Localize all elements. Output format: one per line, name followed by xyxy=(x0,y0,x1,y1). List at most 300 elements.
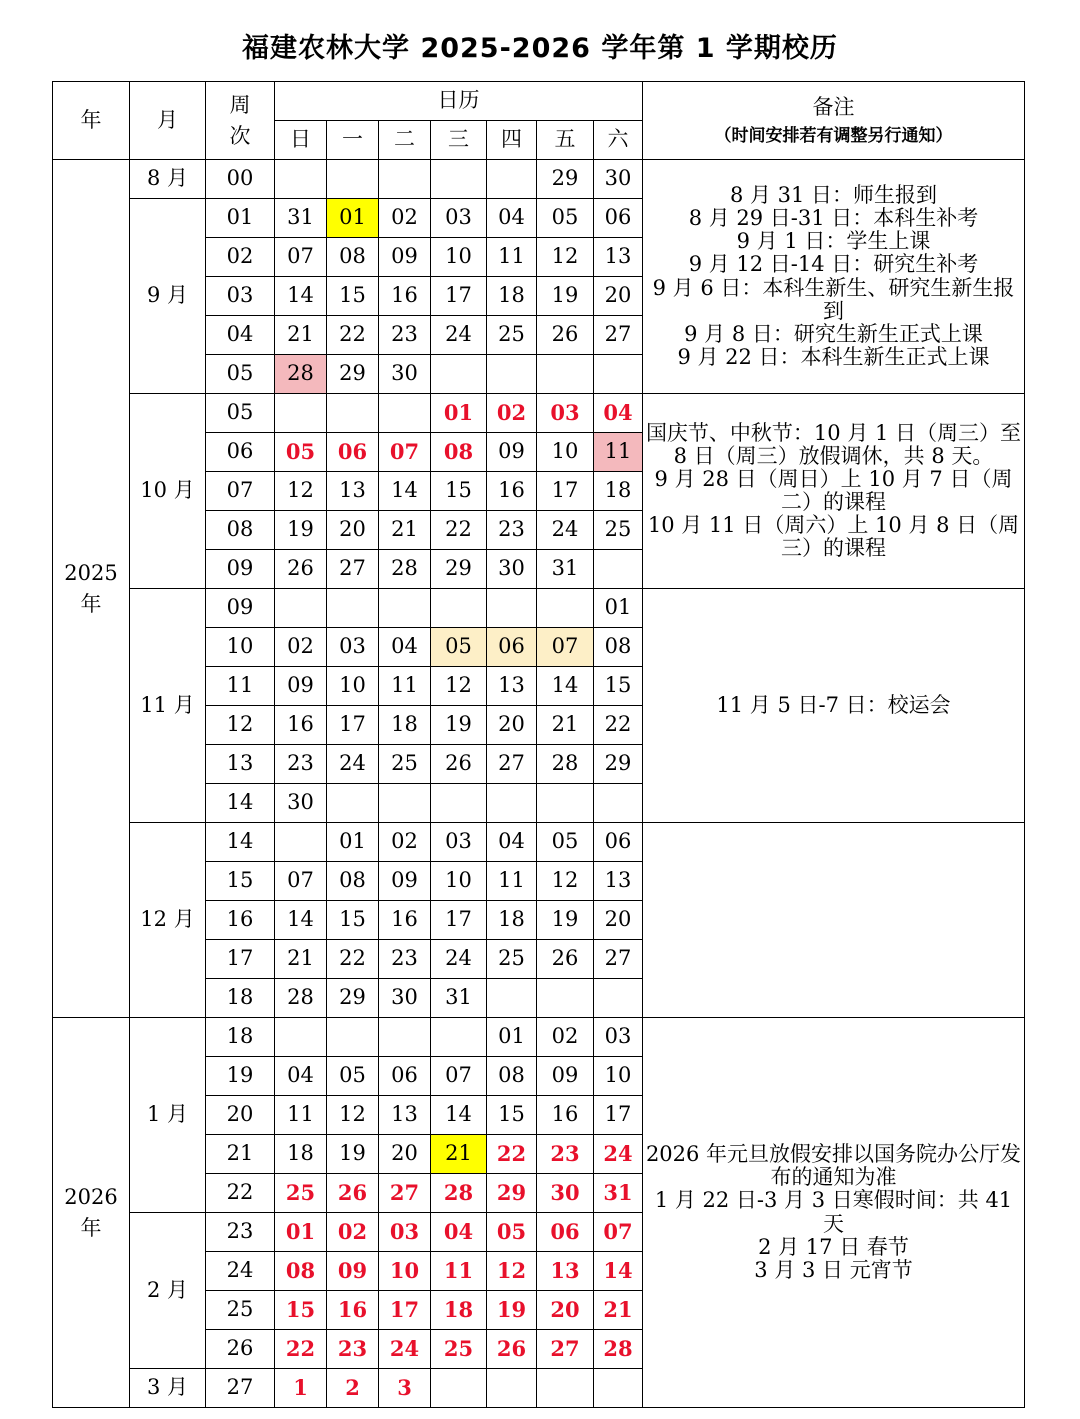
week-number: 05 xyxy=(206,394,275,433)
day-cell-wed: 14 xyxy=(431,1096,487,1135)
day-cell-fri: 12 xyxy=(537,862,594,901)
day-cell-sun: 22 xyxy=(275,1330,327,1369)
year-2026 xyxy=(53,1018,130,1408)
day-cell-thu: 29 xyxy=(487,1174,537,1213)
note-line: 9 月 1 日：学生上课 xyxy=(736,229,931,254)
day-cell-sat: 22 xyxy=(594,706,643,745)
header-remarks xyxy=(643,82,1025,160)
week-number: 06 xyxy=(206,433,275,472)
day-cell-tue: 27 xyxy=(379,1174,431,1213)
day-cell-sat: 08 xyxy=(594,628,643,667)
day-cell-mon xyxy=(327,784,379,823)
note-line: 国庆节、中秋节：10 月 1 日（周三）至 8 日（周三）放假调休，共 8 天。 xyxy=(645,420,1022,468)
day-cell-fri xyxy=(537,784,594,823)
week-number: 19 xyxy=(206,1057,275,1096)
week-number: 11 xyxy=(206,667,275,706)
day-cell-fri: 12 xyxy=(537,238,594,277)
day-cell-thu xyxy=(487,979,537,1018)
day-cell-mon: 15 xyxy=(327,277,379,316)
day-cell-sat: 07 xyxy=(594,1213,643,1252)
day-cell-mon: 15 xyxy=(327,901,379,940)
day-cell-fri: 19 xyxy=(537,901,594,940)
day-cell-wed: 01 xyxy=(431,394,487,433)
day-cell-mon: 29 xyxy=(327,979,379,1018)
day-cell-sun xyxy=(275,160,327,199)
day-cell-mon xyxy=(327,1018,379,1057)
note-line: 9 月 6 日：本科生新生、研究生新生报到 xyxy=(652,275,1015,323)
day-cell-thu: 11 xyxy=(487,862,537,901)
day-cell-thu: 25 xyxy=(487,940,537,979)
day-cell-fri: 10 xyxy=(537,433,594,472)
week-number: 04 xyxy=(206,316,275,355)
day-cell-fri: 03 xyxy=(537,394,594,433)
day-cell-wed: 19 xyxy=(431,706,487,745)
day-cell-thu xyxy=(487,1369,537,1408)
day-cell-mon: 19 xyxy=(327,1135,379,1174)
day-cell-thu: 02 xyxy=(487,394,537,433)
day-cell-sun: 11 xyxy=(275,1096,327,1135)
day-cell-sat: 06 xyxy=(594,823,643,862)
day-cell-mon: 29 xyxy=(327,355,379,394)
weekday-wed: 三 xyxy=(431,121,487,160)
day-cell-sun: 30 xyxy=(275,784,327,823)
day-cell-mon: 24 xyxy=(327,745,379,784)
header-remarks-subtitle: （时间安排若有调整另行通知） xyxy=(714,125,953,146)
day-cell-mon xyxy=(327,160,379,199)
day-cell-sat: 13 xyxy=(594,862,643,901)
month-sep: 9 月 xyxy=(130,199,206,394)
day-cell-wed: 07 xyxy=(431,1057,487,1096)
day-cell-thu: 20 xyxy=(487,706,537,745)
day-cell-thu: 26 xyxy=(487,1330,537,1369)
day-cell-sat: 13 xyxy=(594,238,643,277)
week-number: 18 xyxy=(206,979,275,1018)
week-number: 02 xyxy=(206,238,275,277)
day-cell-wed: 15 xyxy=(431,472,487,511)
day-cell-sun: 07 xyxy=(275,238,327,277)
day-cell-thu: 16 xyxy=(487,472,537,511)
day-cell-fri: 26 xyxy=(537,316,594,355)
day-cell-tue: 17 xyxy=(379,1291,431,1330)
day-cell-tue xyxy=(379,589,431,628)
day-cell-tue: 23 xyxy=(379,940,431,979)
notes-dec xyxy=(643,823,1025,1018)
day-cell-thu: 15 xyxy=(487,1096,537,1135)
header-month: 月 xyxy=(130,82,206,160)
month-mar: 3 月 xyxy=(130,1369,206,1408)
day-cell-sat: 25 xyxy=(594,511,643,550)
day-cell-sun: 14 xyxy=(275,901,327,940)
week-number: 03 xyxy=(206,277,275,316)
day-cell-fri: 13 xyxy=(537,1252,594,1291)
week-number: 14 xyxy=(206,823,275,862)
note-line: 2026 年元旦放假安排以国务院办公厅发布的通知为准 xyxy=(645,1142,1022,1190)
day-cell-wed: 18 xyxy=(431,1291,487,1330)
day-cell-wed: 10 xyxy=(431,238,487,277)
day-cell-fri xyxy=(537,979,594,1018)
day-cell-wed: 10 xyxy=(431,862,487,901)
week-number: 10 xyxy=(206,628,275,667)
day-cell-tue: 30 xyxy=(379,979,431,1018)
day-cell-tue: 24 xyxy=(379,1330,431,1369)
month-dec: 12 月 xyxy=(130,823,206,1018)
month-jan: 1 月 xyxy=(130,1018,206,1213)
day-cell-mon: 01 xyxy=(327,823,379,862)
month-feb: 2 月 xyxy=(130,1213,206,1369)
day-cell-wed: 03 xyxy=(431,199,487,238)
week-number: 09 xyxy=(206,589,275,628)
day-cell-tue: 07 xyxy=(379,433,431,472)
day-cell-sat: 06 xyxy=(594,199,643,238)
day-cell-sun xyxy=(275,394,327,433)
note-line: 9 月 12 日-14 日：研究生补考 xyxy=(688,252,979,277)
header-remarks-title: 备注 xyxy=(812,95,855,119)
day-cell-wed xyxy=(431,355,487,394)
day-cell-wed: 22 xyxy=(431,511,487,550)
day-cell-mon: 03 xyxy=(327,628,379,667)
day-cell-tue: 03 xyxy=(379,1213,431,1252)
day-cell-tue: 18 xyxy=(379,706,431,745)
day-cell-fri: 05 xyxy=(537,199,594,238)
day-cell-fri xyxy=(537,355,594,394)
day-cell-wed xyxy=(431,589,487,628)
day-cell-fri: 21 xyxy=(537,706,594,745)
day-cell-mon: 26 xyxy=(327,1174,379,1213)
day-cell-tue: 3 xyxy=(379,1369,431,1408)
day-cell-mon: 20 xyxy=(327,511,379,550)
note-line: 9 月 8 日：研究生新生正式上课 xyxy=(684,321,983,346)
day-cell-wed: 21 xyxy=(431,1135,487,1174)
day-cell-sat: 01 xyxy=(594,589,643,628)
month-nov: 11 月 xyxy=(130,589,206,823)
day-cell-sun: 28 xyxy=(275,355,327,394)
school-calendar-table xyxy=(52,81,1025,1408)
day-cell-sun: 28 xyxy=(275,979,327,1018)
day-cell-wed: 25 xyxy=(431,1330,487,1369)
day-cell-tue xyxy=(379,784,431,823)
calendar-week-row xyxy=(53,1018,1025,1057)
day-cell-sun: 16 xyxy=(275,706,327,745)
day-cell-thu xyxy=(487,355,537,394)
day-cell-wed: 05 xyxy=(431,628,487,667)
day-cell-sat: 28 xyxy=(594,1330,643,1369)
day-cell-tue: 06 xyxy=(379,1057,431,1096)
week-number: 17 xyxy=(206,940,275,979)
week-number: 14 xyxy=(206,784,275,823)
day-cell-fri: 26 xyxy=(537,940,594,979)
day-cell-tue: 10 xyxy=(379,1252,431,1291)
day-cell-sat xyxy=(594,1369,643,1408)
day-cell-wed: 28 xyxy=(431,1174,487,1213)
day-cell-thu: 06 xyxy=(487,628,537,667)
week-number: 24 xyxy=(206,1252,275,1291)
day-cell-fri: 19 xyxy=(537,277,594,316)
day-cell-wed: 03 xyxy=(431,823,487,862)
day-cell-sun: 1 xyxy=(275,1369,327,1408)
note-line: 9 月 22 日：本科生新生正式上课 xyxy=(677,344,990,369)
day-cell-sun: 07 xyxy=(275,862,327,901)
day-cell-wed xyxy=(431,160,487,199)
year-2025-label: 2025 年 xyxy=(64,561,118,616)
day-cell-sat: 27 xyxy=(594,940,643,979)
week-number: 22 xyxy=(206,1174,275,1213)
day-cell-mon: 02 xyxy=(327,1213,379,1252)
day-cell-sat: 17 xyxy=(594,1096,643,1135)
day-cell-sat: 20 xyxy=(594,901,643,940)
day-cell-thu xyxy=(487,160,537,199)
weekday-tue: 二 xyxy=(379,121,431,160)
day-cell-sun: 15 xyxy=(275,1291,327,1330)
day-cell-sat: 27 xyxy=(594,316,643,355)
day-cell-mon: 06 xyxy=(327,433,379,472)
day-cell-sat xyxy=(594,979,643,1018)
day-cell-sun: 23 xyxy=(275,745,327,784)
calendar-week-row xyxy=(53,589,1025,628)
day-cell-thu xyxy=(487,784,537,823)
day-cell-tue: 23 xyxy=(379,316,431,355)
day-cell-sat: 24 xyxy=(594,1135,643,1174)
day-cell-tue: 11 xyxy=(379,667,431,706)
note-line: 8 月 31 日：师生报到 xyxy=(729,183,938,208)
notes-sep xyxy=(643,160,1025,394)
week-number: 07 xyxy=(206,472,275,511)
day-cell-mon: 22 xyxy=(327,316,379,355)
day-cell-sat: 04 xyxy=(594,394,643,433)
day-cell-wed: 12 xyxy=(431,667,487,706)
day-cell-mon: 12 xyxy=(327,1096,379,1135)
day-cell-mon: 01 xyxy=(327,199,379,238)
day-cell-tue: 13 xyxy=(379,1096,431,1135)
day-cell-fri: 30 xyxy=(537,1174,594,1213)
day-cell-sat: 03 xyxy=(594,1018,643,1057)
week-number: 05 xyxy=(206,355,275,394)
day-cell-thu: 04 xyxy=(487,199,537,238)
day-cell-thu: 18 xyxy=(487,901,537,940)
day-cell-thu: 30 xyxy=(487,550,537,589)
day-cell-fri: 06 xyxy=(537,1213,594,1252)
day-cell-fri: 07 xyxy=(537,628,594,667)
day-cell-wed xyxy=(431,1369,487,1408)
week-number: 25 xyxy=(206,1291,275,1330)
day-cell-sun: 04 xyxy=(275,1057,327,1096)
day-cell-sun: 01 xyxy=(275,1213,327,1252)
day-cell-mon: 05 xyxy=(327,1057,379,1096)
day-cell-fri: 23 xyxy=(537,1135,594,1174)
day-cell-fri: 28 xyxy=(537,745,594,784)
day-cell-fri: 05 xyxy=(537,823,594,862)
weekday-sat: 六 xyxy=(594,121,643,160)
day-cell-fri: 16 xyxy=(537,1096,594,1135)
day-cell-sat: 15 xyxy=(594,667,643,706)
day-cell-sun xyxy=(275,1018,327,1057)
day-cell-tue: 16 xyxy=(379,901,431,940)
day-cell-tue: 14 xyxy=(379,472,431,511)
week-number: 15 xyxy=(206,862,275,901)
year-2026-label: 2026 年 xyxy=(64,1185,118,1240)
day-cell-mon: 08 xyxy=(327,238,379,277)
day-cell-fri: 02 xyxy=(537,1018,594,1057)
note-line: 11 月 5 日-7 日：校运会 xyxy=(716,692,951,717)
notes-nov xyxy=(643,589,1025,823)
weekday-fri: 五 xyxy=(537,121,594,160)
day-cell-tue: 04 xyxy=(379,628,431,667)
year-2025 xyxy=(53,160,130,1018)
day-cell-sat: 18 xyxy=(594,472,643,511)
week-number: 26 xyxy=(206,1330,275,1369)
calendar-week-row xyxy=(53,160,1025,199)
day-cell-thu: 22 xyxy=(487,1135,537,1174)
day-cell-thu: 09 xyxy=(487,433,537,472)
week-number: 13 xyxy=(206,745,275,784)
day-cell-mon: 17 xyxy=(327,706,379,745)
day-cell-tue: 16 xyxy=(379,277,431,316)
day-cell-sun: 12 xyxy=(275,472,327,511)
day-cell-thu: 04 xyxy=(487,823,537,862)
week-number: 18 xyxy=(206,1018,275,1057)
month-oct: 10 月 xyxy=(130,394,206,589)
day-cell-fri xyxy=(537,1369,594,1408)
week-number: 23 xyxy=(206,1213,275,1252)
day-cell-thu: 05 xyxy=(487,1213,537,1252)
day-cell-mon: 13 xyxy=(327,472,379,511)
day-cell-thu: 01 xyxy=(487,1018,537,1057)
week-number: 27 xyxy=(206,1369,275,1408)
day-cell-wed: 08 xyxy=(431,433,487,472)
day-cell-mon: 10 xyxy=(327,667,379,706)
day-cell-fri: 24 xyxy=(537,511,594,550)
day-cell-tue: 25 xyxy=(379,745,431,784)
day-cell-tue xyxy=(379,160,431,199)
calendar-week-row xyxy=(53,823,1025,862)
day-cell-thu: 08 xyxy=(487,1057,537,1096)
day-cell-thu xyxy=(487,589,537,628)
day-cell-sun xyxy=(275,589,327,628)
day-cell-fri xyxy=(537,589,594,628)
header-calendar: 日历 xyxy=(275,82,643,121)
note-line: 8 月 29 日-31 日：本科生补考 xyxy=(688,206,979,231)
header-week xyxy=(206,82,275,160)
day-cell-sun: 26 xyxy=(275,550,327,589)
week-number: 16 xyxy=(206,901,275,940)
day-cell-sun: 05 xyxy=(275,433,327,472)
day-cell-wed: 24 xyxy=(431,940,487,979)
day-cell-mon: 22 xyxy=(327,940,379,979)
day-cell-tue: 02 xyxy=(379,199,431,238)
weekday-mon: 一 xyxy=(327,121,379,160)
day-cell-wed: 04 xyxy=(431,1213,487,1252)
day-cell-tue xyxy=(379,1018,431,1057)
day-cell-fri: 31 xyxy=(537,550,594,589)
day-cell-sat: 21 xyxy=(594,1291,643,1330)
day-cell-sun: 21 xyxy=(275,940,327,979)
day-cell-sun: 25 xyxy=(275,1174,327,1213)
week-number: 01 xyxy=(206,199,275,238)
day-cell-sun: 31 xyxy=(275,199,327,238)
day-cell-tue xyxy=(379,394,431,433)
week-number: 08 xyxy=(206,511,275,550)
day-cell-fri: 17 xyxy=(537,472,594,511)
day-cell-tue: 09 xyxy=(379,862,431,901)
day-cell-wed xyxy=(431,784,487,823)
day-cell-thu: 27 xyxy=(487,745,537,784)
month-aug: 8 月 xyxy=(130,160,206,199)
day-cell-sat: 31 xyxy=(594,1174,643,1213)
day-cell-wed: 24 xyxy=(431,316,487,355)
day-cell-fri: 14 xyxy=(537,667,594,706)
week-number: 20 xyxy=(206,1096,275,1135)
day-cell-mon: 09 xyxy=(327,1252,379,1291)
day-cell-sat: 11 xyxy=(594,433,643,472)
day-cell-mon: 08 xyxy=(327,862,379,901)
day-cell-sun xyxy=(275,823,327,862)
page-title: 福建农林大学 2025-2026 学年第 1 学期校历 xyxy=(242,33,838,64)
calendar-week-row xyxy=(53,394,1025,433)
day-cell-mon: 27 xyxy=(327,550,379,589)
day-cell-sun: 21 xyxy=(275,316,327,355)
week-number: 21 xyxy=(206,1135,275,1174)
day-cell-wed: 29 xyxy=(431,550,487,589)
week-number: 00 xyxy=(206,160,275,199)
day-cell-sat: 20 xyxy=(594,277,643,316)
day-cell-tue: 09 xyxy=(379,238,431,277)
weekday-sun: 日 xyxy=(275,121,327,160)
day-cell-thu: 19 xyxy=(487,1291,537,1330)
day-cell-fri: 29 xyxy=(537,160,594,199)
day-cell-mon: 2 xyxy=(327,1369,379,1408)
day-cell-mon xyxy=(327,589,379,628)
day-cell-sat: 29 xyxy=(594,745,643,784)
day-cell-tue: 02 xyxy=(379,823,431,862)
week-number: 09 xyxy=(206,550,275,589)
day-cell-thu: 23 xyxy=(487,511,537,550)
day-cell-thu: 18 xyxy=(487,277,537,316)
day-cell-tue: 30 xyxy=(379,355,431,394)
day-cell-mon xyxy=(327,394,379,433)
day-cell-sat xyxy=(594,784,643,823)
day-cell-sat: 30 xyxy=(594,160,643,199)
day-cell-wed: 17 xyxy=(431,901,487,940)
day-cell-sun: 02 xyxy=(275,628,327,667)
day-cell-thu: 25 xyxy=(487,316,537,355)
note-line: 10 月 11 日（周六）上 10 月 8 日（周三）的课程 xyxy=(647,513,1020,561)
day-cell-sun: 19 xyxy=(275,511,327,550)
day-cell-tue: 20 xyxy=(379,1135,431,1174)
day-cell-thu: 11 xyxy=(487,238,537,277)
day-cell-thu: 13 xyxy=(487,667,537,706)
day-cell-wed: 11 xyxy=(431,1252,487,1291)
day-cell-mon: 16 xyxy=(327,1291,379,1330)
day-cell-sat: 10 xyxy=(594,1057,643,1096)
day-cell-wed: 17 xyxy=(431,277,487,316)
day-cell-fri: 20 xyxy=(537,1291,594,1330)
notes-oct xyxy=(643,394,1025,589)
header-year: 年 xyxy=(53,82,130,160)
day-cell-sat xyxy=(594,355,643,394)
header-week-text: 周次 xyxy=(229,93,251,148)
day-cell-fri: 09 xyxy=(537,1057,594,1096)
day-cell-sat: 14 xyxy=(594,1252,643,1291)
note-line: 3 月 3 日 元宵节 xyxy=(754,1257,913,1282)
day-cell-sat xyxy=(594,550,643,589)
day-cell-wed xyxy=(431,1018,487,1057)
week-number: 12 xyxy=(206,706,275,745)
day-cell-sun: 08 xyxy=(275,1252,327,1291)
day-cell-tue: 21 xyxy=(379,511,431,550)
day-cell-fri: 27 xyxy=(537,1330,594,1369)
day-cell-wed: 31 xyxy=(431,979,487,1018)
notes-jan xyxy=(643,1018,1025,1408)
day-cell-sun: 18 xyxy=(275,1135,327,1174)
